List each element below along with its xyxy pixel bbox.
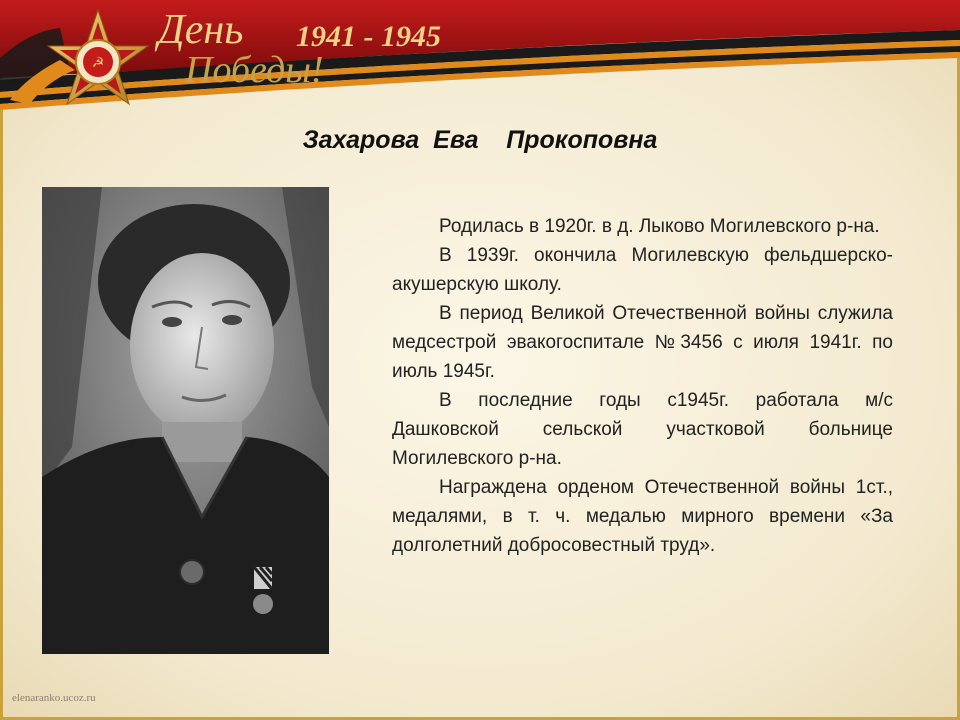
bio-paragraph-awards: Награждена орденом Отечественной войны 1ст., медалями, в т. ч. медалью мирного времени «За долголетний добросовестный труд». — [392, 477, 893, 556]
source-credit: elenaranko.ucoz.ru — [12, 692, 96, 704]
svg-text:☭: ☭ — [91, 55, 105, 71]
banner-word-pobedy: Победы! — [185, 49, 324, 91]
biography-text — [392, 212, 893, 560]
portrait-photo — [42, 187, 329, 654]
person-name-title: Захарова Ева Прокоповна — [302, 126, 658, 154]
banner-graphic — [0, 0, 960, 112]
victory-day-banner — [0, 0, 960, 112]
banner-years: 1941 - 1945 — [296, 20, 441, 53]
bio-paragraph-postwar-work: В последние годы с1945г. работала м/с Дашковской сельской участковой больнице Могилевского р-на. — [392, 390, 893, 469]
bio-paragraph-education: В 1939г. окончила Могилевскую фельдшерско- акушерскую школу. — [392, 245, 893, 295]
banner-word-den: День — [158, 7, 244, 53]
bio-paragraph-war-service: В период Великой Отечественной войны служила медсестрой эвакогоспитале №3456 с июля 1941г. по июль 1945г. — [392, 303, 893, 382]
bio-paragraph-birth: Родилась в 1920г. в д. Лыково Могилевского р-на. — [439, 216, 880, 237]
